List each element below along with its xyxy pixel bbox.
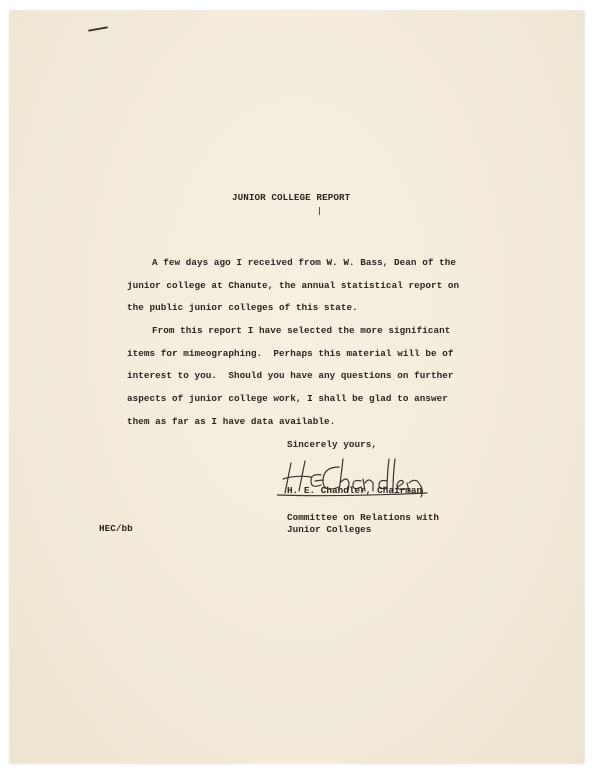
document-page [10,11,584,763]
paragraph-2-line-5: them as far as I have data available. [127,416,336,427]
closing-line: Sincerely yours, [287,439,378,450]
paragraph-2-line-3: interest to you. Should you have any questions on further [127,370,454,381]
paragraph-1-line-2: junior college at Chanute, the annual statistical report on [127,280,460,291]
signer-name: H. E. Chandler, Chairman [287,485,423,496]
pen-tick-mark [319,207,320,215]
document-title: JUNIOR COLLEGE REPORT [232,192,351,203]
paragraph-2-line-1: From this report I have selected the more significant [152,325,451,336]
pen-mark [88,26,108,31]
paragraph-1-line-1: A few days ago I received from W. W. Bass, Dean of the [152,257,456,268]
paragraph-2-line-4: aspects of junior college work, I shall be glad to answer [127,393,448,404]
committee-line-1: Committee on Relations with [287,512,439,523]
paragraph-2-line-2: items for mimeographing. Perhaps this material will be of [127,348,454,359]
committee-line-2: Junior Colleges [287,524,372,535]
typist-initials: HEC/bb [99,523,133,534]
paragraph-1-line-3: the public junior colleges of this state. [127,302,358,313]
